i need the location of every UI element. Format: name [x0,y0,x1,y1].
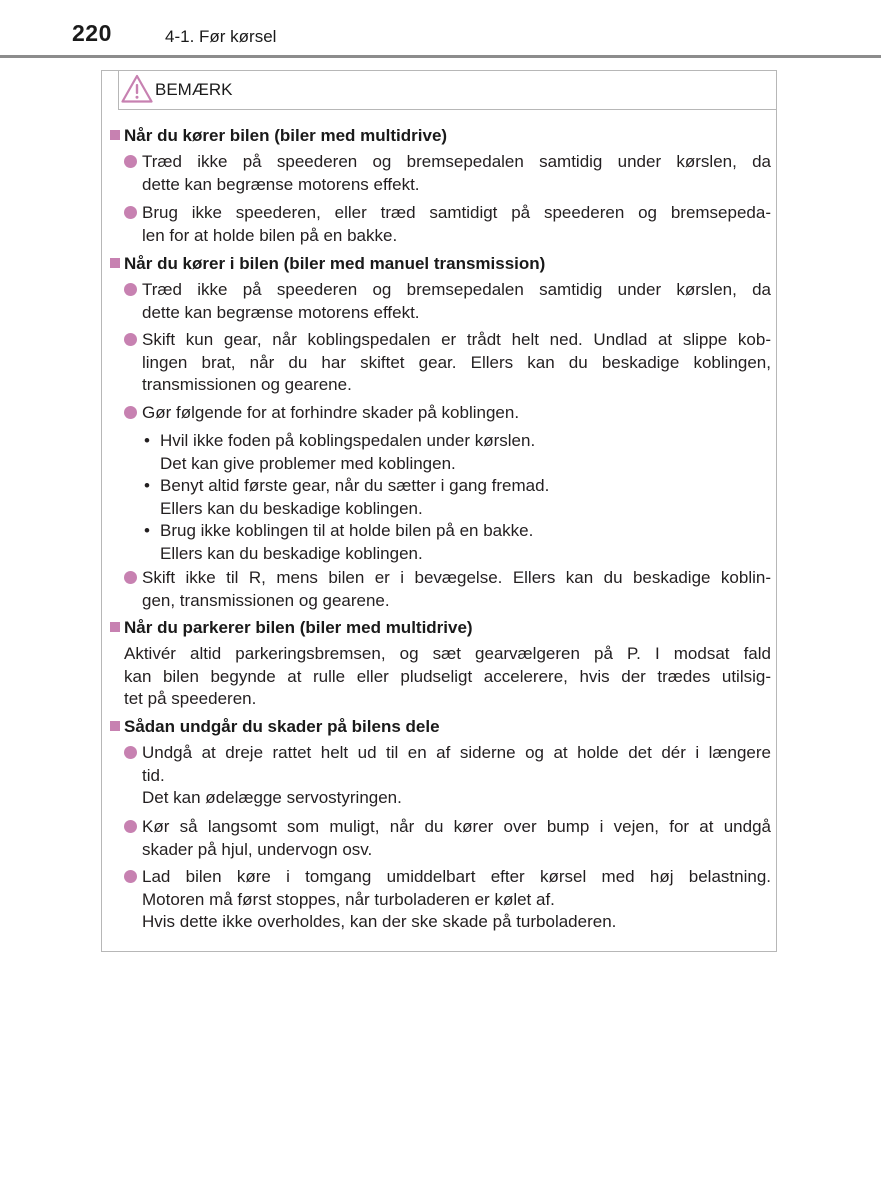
section-marker [110,130,120,140]
bullet-dot [124,206,137,219]
bullet-item [124,151,771,196]
sub-bullet: • [144,521,150,540]
item-line: Træd ikke på speederen og bremsepedalen samtidig under kørslen, da [142,152,771,171]
bullet-dot [124,571,137,584]
item-line: Lad bilen køre i tomgang umiddelbart efter kørsel med høj belastning. [142,867,771,886]
notice-title: BEMÆRK [155,80,233,99]
sub-bullet: • [144,476,150,495]
sub-bullet: • [144,431,150,450]
bullet-item [124,742,771,810]
bullet-dot [124,283,137,296]
section-marker [110,622,120,632]
section-paragraph [124,643,771,711]
bullet-dot [124,820,137,833]
header-divider [0,55,881,58]
bullet-item [124,866,771,934]
item-line: Skift kun gear, når koblingspedalen er trådt helt ned. Undlad at slippe kob- [142,330,771,349]
item-line: lingen brat, når du har skiftet gear. Ellers kan du beskadige koblingen, [142,352,771,372]
item-line: transmissionen og gearene. [142,375,352,394]
item-line: len for at holde bilen på en bakke. [142,225,398,245]
bullet-dot [124,333,137,346]
page-header [0,0,881,62]
warning-triangle-icon [121,74,153,104]
bullet-dot [124,406,137,419]
bullet-item [124,279,771,324]
section-heading: Når du kører bilen (biler med multidrive) [110,126,447,146]
bullet-dot [124,870,137,883]
bullet-dot [124,746,137,759]
item-line: gen, transmissionen og gearene. [142,590,390,610]
bullet-item [124,329,771,397]
sub-item: • Brug ikke koblingen til at holde bilen på en bakke. Ellers kan du beskadige koblingen. [144,521,534,563]
item-line: skader på hjul, undervogn osv. [142,839,373,859]
item-line: Hvis dette ikke overholdes, kan der ske skade på turboladeren. [142,912,617,931]
section-title: 4-1. Før kørsel [165,27,277,46]
item-line: Skift ikke til R, mens bilen er i bevægelse. Ellers kan du beskadige koblin- [142,568,771,587]
section-marker [110,721,120,731]
paragraph-line: Aktivér altid parkeringsbremsen, og sæt gearvælgeren på P. I modsat fald [124,644,771,663]
item-line: Brug ikke speederen, eller træd samtidigt på speederen og bremsepeda- [142,203,771,222]
bullet-item [124,567,771,612]
sub-list [140,430,760,565]
bullet-dot [124,155,137,168]
item-line: Træd ikke på speederen og bremsepedalen samtidig under kørslen, da [142,280,771,299]
bullet-item [124,402,771,425]
notice-box [101,70,777,952]
item-line: Undgå at dreje rattet helt ud til en af siderne og at holde det dér i længere [142,743,771,762]
page-number: 220 [72,20,112,46]
section-heading: Sådan undgår du skader på bilens dele [110,717,440,737]
item-line: Gør følgende for at forhindre skader på koblingen. [142,403,520,422]
item-line: dette kan begrænse motorens effekt. [142,302,420,322]
item-line: Kør så langsomt som muligt, når du kører over bump i vejen, for at undgå [142,817,771,836]
section-heading: Når du parkerer bilen (biler med multidrive) [110,618,473,638]
item-line: Motoren må først stoppes, når turboladeren er kølet af. [142,889,555,909]
bullet-item [124,816,771,861]
item-line: Det kan ødelægge servostyringen. [142,788,402,807]
section-marker [110,258,120,268]
notice-header [118,71,777,110]
section-heading: Når du kører i bilen (biler med manuel transmission) [110,254,545,274]
paragraph-line: kan bilen begynde at rulle eller pludseligt accelerere, hvis der trædes utilsig- [124,666,771,686]
item-line: dette kan begrænse motorens effekt. [142,174,420,194]
bullet-item [124,202,771,247]
paragraph-line: tet på speederen. [124,689,257,708]
sub-item: • Benyt altid første gear, når du sætter i gang fremad. Ellers kan du beskadige koblingen. [144,476,550,518]
sub-item: • Hvil ikke foden på koblingspedalen under kørslen. Det kan give problemer med koblingen. [144,431,536,473]
item-line: tid. [142,765,165,785]
